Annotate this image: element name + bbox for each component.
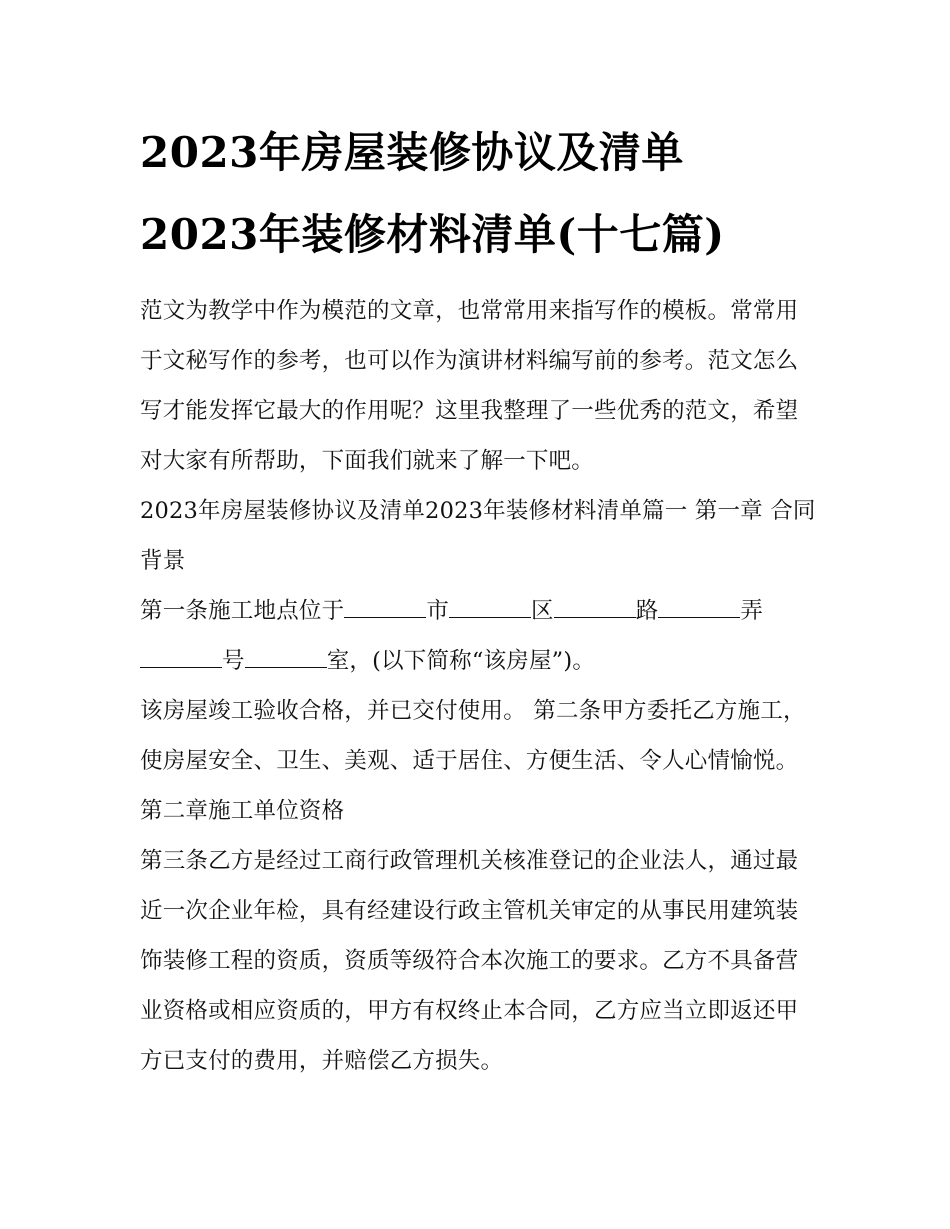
blank-room xyxy=(245,647,327,668)
address-room: 室，(以下简称“该房屋”)。 xyxy=(326,648,596,674)
title-line-1: 2023年房屋装修协议及清单 xyxy=(140,128,684,177)
address-paragraph xyxy=(140,586,820,686)
blank-district xyxy=(449,597,531,618)
address-road: 路 xyxy=(635,598,659,624)
address-prefix: 第一条施工地点位于 xyxy=(140,598,345,624)
document-title xyxy=(140,112,820,276)
intro-paragraph: 范文为教学中作为模范的文章，也常常用来指写作的模板。常常用于文秘写作的参考，也可以作为演讲材料编写前的参考。范文怎么写才能发挥它最大的作用呢？这里我整理了一些优秀的范文，希望对大家有所帮助，下面我们就来了解一下吧。 xyxy=(140,298,799,474)
chapter-heading-paragraph: 2023年房屋装修协议及清单2023年装修材料清单篇一 第一章 合同背景 xyxy=(140,498,816,574)
address-lane: 弄 xyxy=(740,598,764,624)
blank-city xyxy=(344,597,426,618)
address-district: 区 xyxy=(531,598,554,624)
address-city: 市 xyxy=(426,598,450,624)
blank-road xyxy=(554,597,636,618)
blank-number xyxy=(140,647,222,668)
acceptance-paragraph: 该房屋竣工验收合格，并已交付使用。 第二条甲方委托乙方施工，使房屋安全、卫生、美观、适于居住、方便生活、令人心情愉悦。 第二章施工单位资格 xyxy=(140,698,806,824)
qualification-paragraph: 第三条乙方是经过工商行政管理机关核准登记的企业法人，通过最近一次企业年检，具有经建设行政主管机关审定的从事民用建筑装饰装修工程的资质，资质等级符合本次施工的要求。乙方不具备营业资格或相应资质的，甲方有权终止本合同，乙方应当立即返还甲方已支付的费用，并赔偿乙方损失。 xyxy=(140,848,799,1074)
blank-lane xyxy=(658,597,740,618)
title-line-2: 2023年装修材料清单(十七篇) xyxy=(140,210,725,259)
document-page xyxy=(140,112,820,1086)
address-number: 号 xyxy=(222,648,245,674)
